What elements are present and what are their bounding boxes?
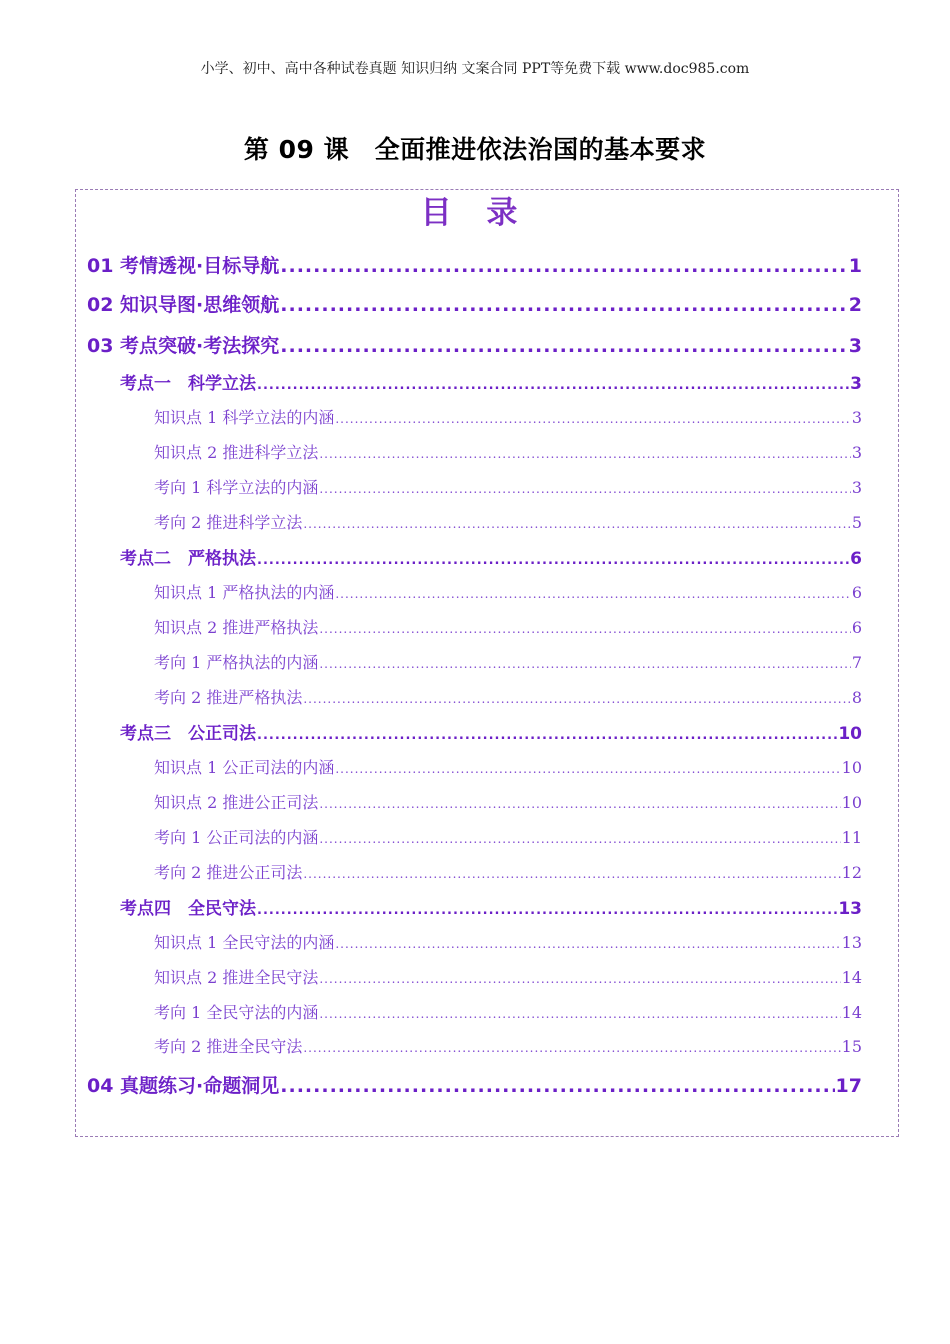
toc-entry-page: 15 bbox=[841, 1037, 862, 1056]
toc-entry[interactable] bbox=[154, 965, 862, 988]
toc-entry-label: 考向 2 推进科学立法 bbox=[154, 513, 303, 532]
toc-leader-dots bbox=[303, 692, 850, 706]
toc-leader-dots bbox=[303, 517, 850, 531]
toc-entry[interactable] bbox=[154, 790, 862, 813]
toc-entry[interactable] bbox=[154, 650, 862, 673]
toc-entry-label: 知识点 2 推进严格执法 bbox=[154, 618, 319, 637]
toc-leader-dots bbox=[280, 294, 847, 316]
toc-leader-dots bbox=[303, 1041, 840, 1055]
toc-leader-dots bbox=[319, 482, 850, 496]
toc-entry[interactable] bbox=[87, 331, 862, 358]
toc-entry[interactable] bbox=[154, 580, 862, 603]
toc-entry[interactable] bbox=[120, 894, 862, 919]
toc-entry-label: 考向 2 推进全民守法 bbox=[154, 1037, 303, 1056]
toc-leader-dots bbox=[319, 1007, 840, 1021]
toc-leader-dots bbox=[257, 553, 849, 568]
toc-entry[interactable] bbox=[120, 719, 862, 744]
toc-entry-label: 考向 1 全民守法的内涵 bbox=[154, 1003, 319, 1022]
toc-entry-page: 8 bbox=[851, 688, 862, 707]
toc-entry-label: 知识点 1 严格执法的内涵 bbox=[154, 583, 335, 602]
toc-entry-label: 01 考情透视·目标导航 bbox=[87, 255, 280, 277]
toc-entry-label: 考向 2 推进严格执法 bbox=[154, 688, 303, 707]
toc-entry-label: 考点三 公正司法 bbox=[120, 724, 256, 744]
toc-leader-dots bbox=[319, 622, 850, 636]
toc-leader-dots bbox=[257, 728, 837, 743]
toc-entry-label: 考点一 科学立法 bbox=[120, 374, 256, 394]
toc-leader-dots bbox=[257, 378, 849, 393]
toc-entry-page: 3 bbox=[851, 478, 862, 497]
toc-entry-page: 3 bbox=[848, 335, 862, 357]
toc-entry-label: 知识点 2 推进全民守法 bbox=[154, 968, 319, 987]
toc-entry-page: 3 bbox=[850, 374, 862, 394]
toc-entry-page: 6 bbox=[851, 618, 862, 637]
toc-entry-page: 14 bbox=[841, 1003, 862, 1022]
toc-entry-label: 知识点 1 科学立法的内涵 bbox=[154, 408, 335, 427]
toc-entry-page: 13 bbox=[841, 933, 862, 952]
toc-entry-page: 5 bbox=[851, 513, 862, 532]
toc-entry-page: 1 bbox=[848, 255, 862, 277]
toc-entry[interactable] bbox=[154, 825, 862, 848]
toc-leader-dots bbox=[319, 832, 840, 846]
toc-entry-page: 6 bbox=[850, 549, 862, 569]
toc-entry[interactable] bbox=[154, 475, 862, 498]
toc-entry-page: 3 bbox=[851, 443, 862, 462]
toc-entry[interactable] bbox=[154, 615, 862, 638]
toc-entry[interactable] bbox=[154, 405, 862, 428]
toc-entry[interactable] bbox=[87, 290, 862, 317]
toc-leader-dots bbox=[280, 255, 847, 277]
toc-entry[interactable] bbox=[154, 1000, 862, 1023]
toc-entry-label: 考向 1 科学立法的内涵 bbox=[154, 478, 319, 497]
toc-entry-page: 6 bbox=[851, 583, 862, 602]
toc-entry-page: 14 bbox=[841, 968, 862, 987]
toc-leader-dots bbox=[303, 867, 840, 881]
toc-entry[interactable] bbox=[154, 510, 862, 533]
toc-entry-label: 03 考点突破·考法探究 bbox=[87, 335, 280, 357]
document-title: 第 09 课 全面推进依法治国的基本要求 bbox=[243, 135, 707, 164]
toc-leader-dots bbox=[335, 587, 850, 601]
toc-leader-dots bbox=[335, 937, 840, 951]
toc-entry[interactable] bbox=[87, 251, 862, 278]
toc-entry[interactable] bbox=[154, 860, 862, 883]
toc-entry[interactable] bbox=[120, 544, 862, 569]
toc-entry-page: 10 bbox=[838, 724, 862, 744]
toc-entry[interactable] bbox=[120, 369, 862, 394]
toc-leader-dots bbox=[319, 657, 850, 671]
toc-entry-label: 考点二 严格执法 bbox=[120, 549, 256, 569]
toc-entry[interactable] bbox=[154, 685, 862, 708]
toc-entry-label: 考点四 全民守法 bbox=[120, 899, 256, 919]
toc-entry[interactable] bbox=[154, 930, 862, 953]
toc-entry-label: 考向 2 推进公正司法 bbox=[154, 863, 303, 882]
site-header-text: 小学、初中、高中各种试卷真题 知识归纳 文案合同 PPT等免费下载 www.doc985.com bbox=[200, 61, 750, 77]
toc-leader-dots bbox=[335, 412, 850, 426]
toc-entry-label: 知识点 1 公正司法的内涵 bbox=[154, 758, 335, 777]
toc-entry[interactable] bbox=[154, 1034, 862, 1057]
toc-entry[interactable] bbox=[154, 440, 862, 463]
toc-entry-page: 12 bbox=[841, 863, 862, 882]
toc-leader-dots bbox=[319, 797, 840, 811]
toc-entry-page: 11 bbox=[841, 828, 862, 847]
toc-entry[interactable] bbox=[87, 1071, 862, 1098]
toc-entry-label: 知识点 2 推进科学立法 bbox=[154, 443, 319, 462]
toc-leader-dots bbox=[280, 1075, 834, 1097]
toc-leader-dots bbox=[319, 447, 850, 461]
toc-entry-page: 17 bbox=[835, 1075, 862, 1097]
toc-entry-label: 知识点 1 全民守法的内涵 bbox=[154, 933, 335, 952]
toc-leader-dots bbox=[280, 335, 847, 357]
toc-entry-label: 知识点 2 推进公正司法 bbox=[154, 793, 319, 812]
toc-entry-label: 02 知识导图·思维领航 bbox=[87, 294, 280, 316]
toc-heading: 目 录 bbox=[420, 195, 530, 231]
toc-entry-page: 3 bbox=[851, 408, 862, 427]
toc-entry[interactable] bbox=[154, 755, 862, 778]
toc-leader-dots bbox=[319, 972, 840, 986]
toc-entry-page: 10 bbox=[841, 758, 862, 777]
toc-entry-page: 10 bbox=[841, 793, 862, 812]
toc-entry-page: 7 bbox=[851, 653, 862, 672]
toc-entry-label: 04 真题练习·命题洞见 bbox=[87, 1075, 280, 1097]
toc-entry-page: 13 bbox=[838, 899, 862, 919]
toc-leader-dots bbox=[257, 903, 837, 918]
toc-leader-dots bbox=[335, 762, 840, 776]
toc-entry-page: 2 bbox=[848, 294, 862, 316]
toc-entry-label: 考向 1 公正司法的内涵 bbox=[154, 828, 319, 847]
toc-entry-label: 考向 1 严格执法的内涵 bbox=[154, 653, 319, 672]
